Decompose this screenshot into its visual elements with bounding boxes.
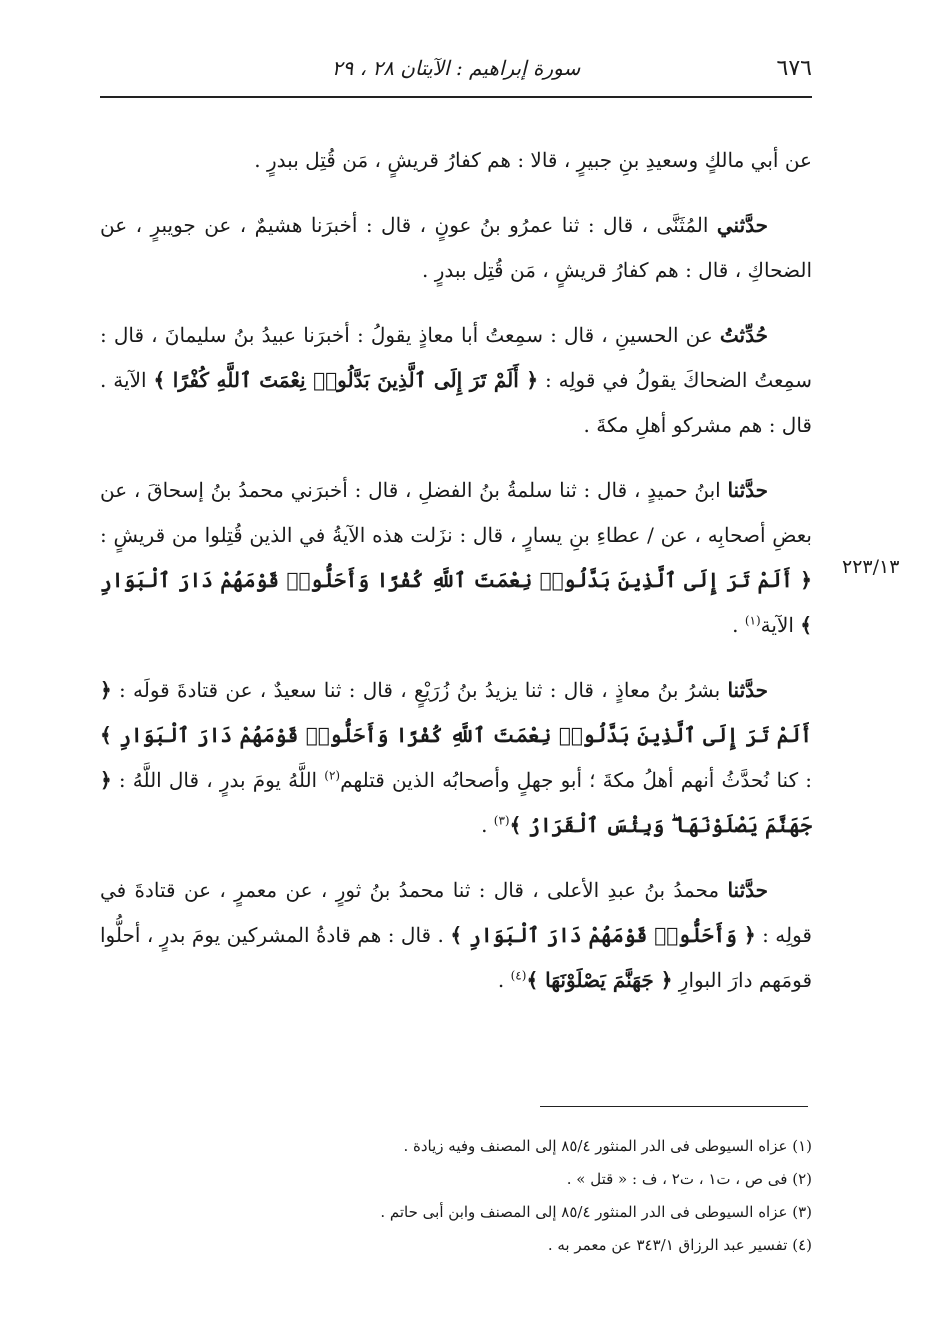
footnote-reference[interactable]: (١)	[744, 613, 761, 628]
page-header	[100, 52, 812, 92]
page-number: ٦٧٦	[776, 56, 812, 81]
paragraph-text: الآية	[760, 613, 801, 637]
narration-lead: حدَّثنا	[727, 478, 768, 502]
paragraph-text: عن أبي مالكٍ وسعيدِ بنِ جبيرٍ ، قالا : هم كفارُ قريشٍ ، مَن قُتِل ببدرٍ .	[254, 148, 812, 172]
paragraph-text: عن الحسينِ ، قال : سمِعتُ أبا معاذٍ يقولُ : أخبرَنا عبيدُ بنُ سليمانَ ، قال : سمِعتُ الضحاكَ يقولُ في قولِه :	[100, 323, 813, 392]
paragraph-text: : كنا نُحدَّثُ أنهم أهلُ مكةَ ؛ أبو جهلٍ وأصحابُه الذين قتلهم	[340, 768, 812, 792]
paragraph-text: بشرُ بنُ معاذٍ ، قال : ثنا يزيدُ بنُ زُرَيْعٍ ، قال : ثنا سعيدٌ ، عن قتادةَ قولَه :	[111, 678, 728, 702]
paragraph-text: محمدُ بنُ عبدِ الأعلى ، قال : ثنا محمدُ بنُ ثورٍ ، عن معمرٍ ، عن قتادةَ في قولِه :	[100, 878, 812, 947]
footnote-separator	[540, 1106, 808, 1107]
paragraph-text: الآية . قال : هم مشركو أهلِ مكةَ .	[100, 368, 812, 437]
header-rule	[100, 96, 812, 98]
quran-verse: ﴿ جَهَنَّمَ يَصْلَوْنَهَا ۖ وَبِئْسَ ٱلْقَرَارُ ﴾	[100, 768, 812, 837]
quran-verse: ﴿ أَلَمْ تَرَ إِلَى ٱلَّذِينَ بَدَّلُوا۟ نِعْمَتَ ٱللَّهِ كُفْرًا ﴾	[153, 368, 539, 392]
paragraph-text: اللَّهُ يومَ بدرٍ ، قال اللَّهُ :	[111, 768, 325, 792]
margin-reference: ٢٢٣/١٣	[842, 556, 900, 578]
quran-verse: ﴿ وَأَحَلُّوا۟ قَوْمَهُمْ دَارَ ٱلْبَوَارِ ﴾	[450, 923, 756, 947]
paragraph-3	[100, 313, 812, 448]
paragraph-1	[100, 138, 812, 183]
narration-lead: حُدِّثتُ	[719, 323, 768, 347]
paragraph-6	[100, 868, 812, 1003]
narration-lead: حدَّثنا	[727, 678, 768, 702]
quran-verse: ﴿ جَهَنَّمَ يَصْلَوْنَهَا ﴾	[526, 968, 673, 992]
quran-verse: ﴿ أَلَمْ تَرَ إِلَى ٱلَّذِينَ بَدَّلُوا۟ نِعْمَتَ ٱللَّهِ كُفْرًا وَأَحَلُّوا۟ قَوْمَهُمْ دَارَ ٱلْبَوَارِ ﴾	[100, 678, 812, 747]
quran-verse: ﴿ أَلَمْ تَرَ إِلَى ٱلَّذِينَ بَدَّلُوا۟ نِعْمَتَ ٱللَّهِ كُفْرًا وَأَحَلُّوا۟ قَوْمَهُمْ دَارَ ٱلْبَوَارِ ﴾	[100, 568, 812, 637]
footnote-3: (٣) عزاه السيوطى فى الدر المنثور ٨٥/٤ إلى المصنف وابن أبى حاتم .	[380, 1203, 812, 1221]
main-text	[100, 138, 812, 1023]
footnotes	[300, 1130, 812, 1262]
paragraph-5	[100, 668, 812, 848]
paragraph-text: ابنُ حميدٍ ، قال : ثنا سلمةُ بنُ الفضلِ ، قال : أخبرَني محمدُ بنُ إسحاقَ ، عن بعضِ أصحابِه ، عن / عطاءِ بنِ يسارٍ ، قال : نزَلت هذه الآيةُ في الذين قُتِلوا من قريشٍ :	[100, 478, 812, 547]
paragraph-text: .	[732, 613, 745, 637]
narration-lead: حدَّثنا	[727, 878, 768, 902]
footnote-reference[interactable]: (٢)	[324, 768, 341, 783]
footnote-1: (١) عزاه السيوطى فى الدر المنثور ٨٥/٤ إلى المصنف وفيه زيادة .	[403, 1137, 812, 1155]
paragraph-text: المُثَنَّى ، قال : ثنا عمرُو بنُ عونٍ ، قال : أخبرَنا هشيمٌ ، عن جويبرٍ ، عن الضحاكِ ، قال : هم كفارُ قريشٍ ، مَن قُتِل ببدرٍ .	[100, 213, 812, 282]
paragraph-text: .	[497, 968, 511, 992]
footnote-2: (٢) فى ص ، ت١ ، ت٢ ، ف : « قتل » .	[566, 1170, 812, 1188]
narration-lead: حدَّثني	[716, 213, 768, 237]
paragraph-2	[100, 203, 812, 293]
footnote-reference[interactable]: (٤)	[510, 968, 527, 983]
paragraph-4	[100, 468, 812, 648]
paragraph-text: .	[481, 813, 494, 837]
footnote-4: (٤) تفسير عبد الرزاق ٣٤٣/١ عن معمر به .	[547, 1236, 812, 1254]
footnote-reference[interactable]: (٣)	[493, 813, 510, 828]
paragraph-text: . قال : هم قادةُ المشركين يومَ بدرٍ ، أحلُّوا قومَهم دارَ البوارِ	[100, 923, 812, 992]
running-title: سورة إبراهيم : الآيتان ٢٨ ، ٢٩	[331, 56, 581, 80]
